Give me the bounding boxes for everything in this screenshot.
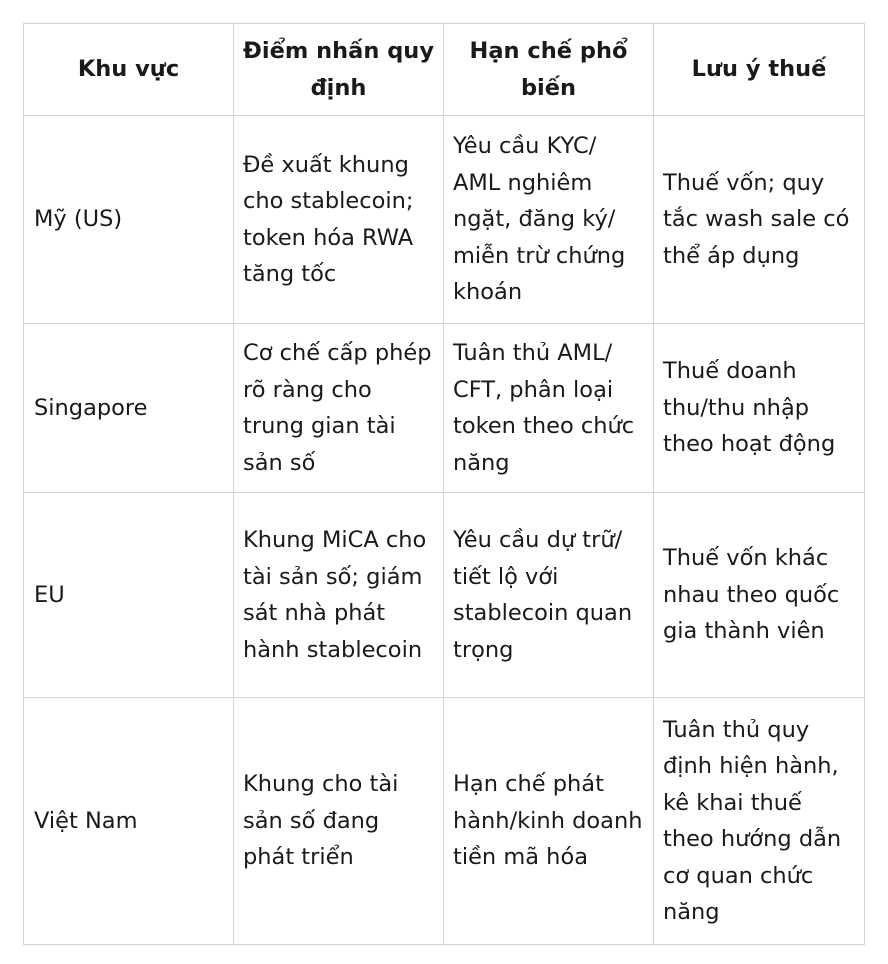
table-container [23,23,865,945]
cell-region: Việt Nam [24,698,234,945]
table-row [24,698,865,945]
table-row [24,116,865,324]
table-header-row [24,24,865,116]
cell-common-restrictions: Yêu cầu dự trữ/ tiết lộ với stablecoin quan trọng [444,493,654,698]
cell-tax-notes: Thuế doanh thu/thu nhập theo hoạt động [654,324,865,493]
header-region: Khu vực [24,24,234,116]
cell-regulatory-highlights: Khung cho tài sản số đang phát triển [234,698,444,945]
cell-regulatory-highlights: Cơ chế cấp phép rõ ràng cho trung gian tài sản số [234,324,444,493]
comparison-table [23,23,865,945]
header-tax-notes: Lưu ý thuế [654,24,865,116]
cell-tax-notes: Thuế vốn; quy tắc wash sale có thể áp dụng [654,116,865,324]
table-row [24,324,865,493]
header-common-restrictions: Hạn chế phổ biến [444,24,654,116]
cell-regulatory-highlights: Đề xuất khung cho stablecoin; token hóa RWA tăng tốc [234,116,444,324]
cell-region: EU [24,493,234,698]
header-regulatory-highlights: Điểm nhấn quy định [234,24,444,116]
cell-common-restrictions: Tuân thủ AML/ CFT, phân loại token theo chức năng [444,324,654,493]
cell-regulatory-highlights: Khung MiCA cho tài sản số; giám sát nhà phát hành stablecoin [234,493,444,698]
table-row [24,493,865,698]
cell-common-restrictions: Yêu cầu KYC/ AML nghiêm ngặt, đăng ký/ miễn trừ chứng khoán [444,116,654,324]
cell-tax-notes: Tuân thủ quy định hiện hành, kê khai thuế theo hướng dẫn cơ quan chức năng [654,698,865,945]
cell-region: Mỹ (US) [24,116,234,324]
cell-common-restrictions: Hạn chế phát hành/kinh doanh tiền mã hóa [444,698,654,945]
cell-tax-notes: Thuế vốn khác nhau theo quốc gia thành viên [654,493,865,698]
cell-region: Singapore [24,324,234,493]
